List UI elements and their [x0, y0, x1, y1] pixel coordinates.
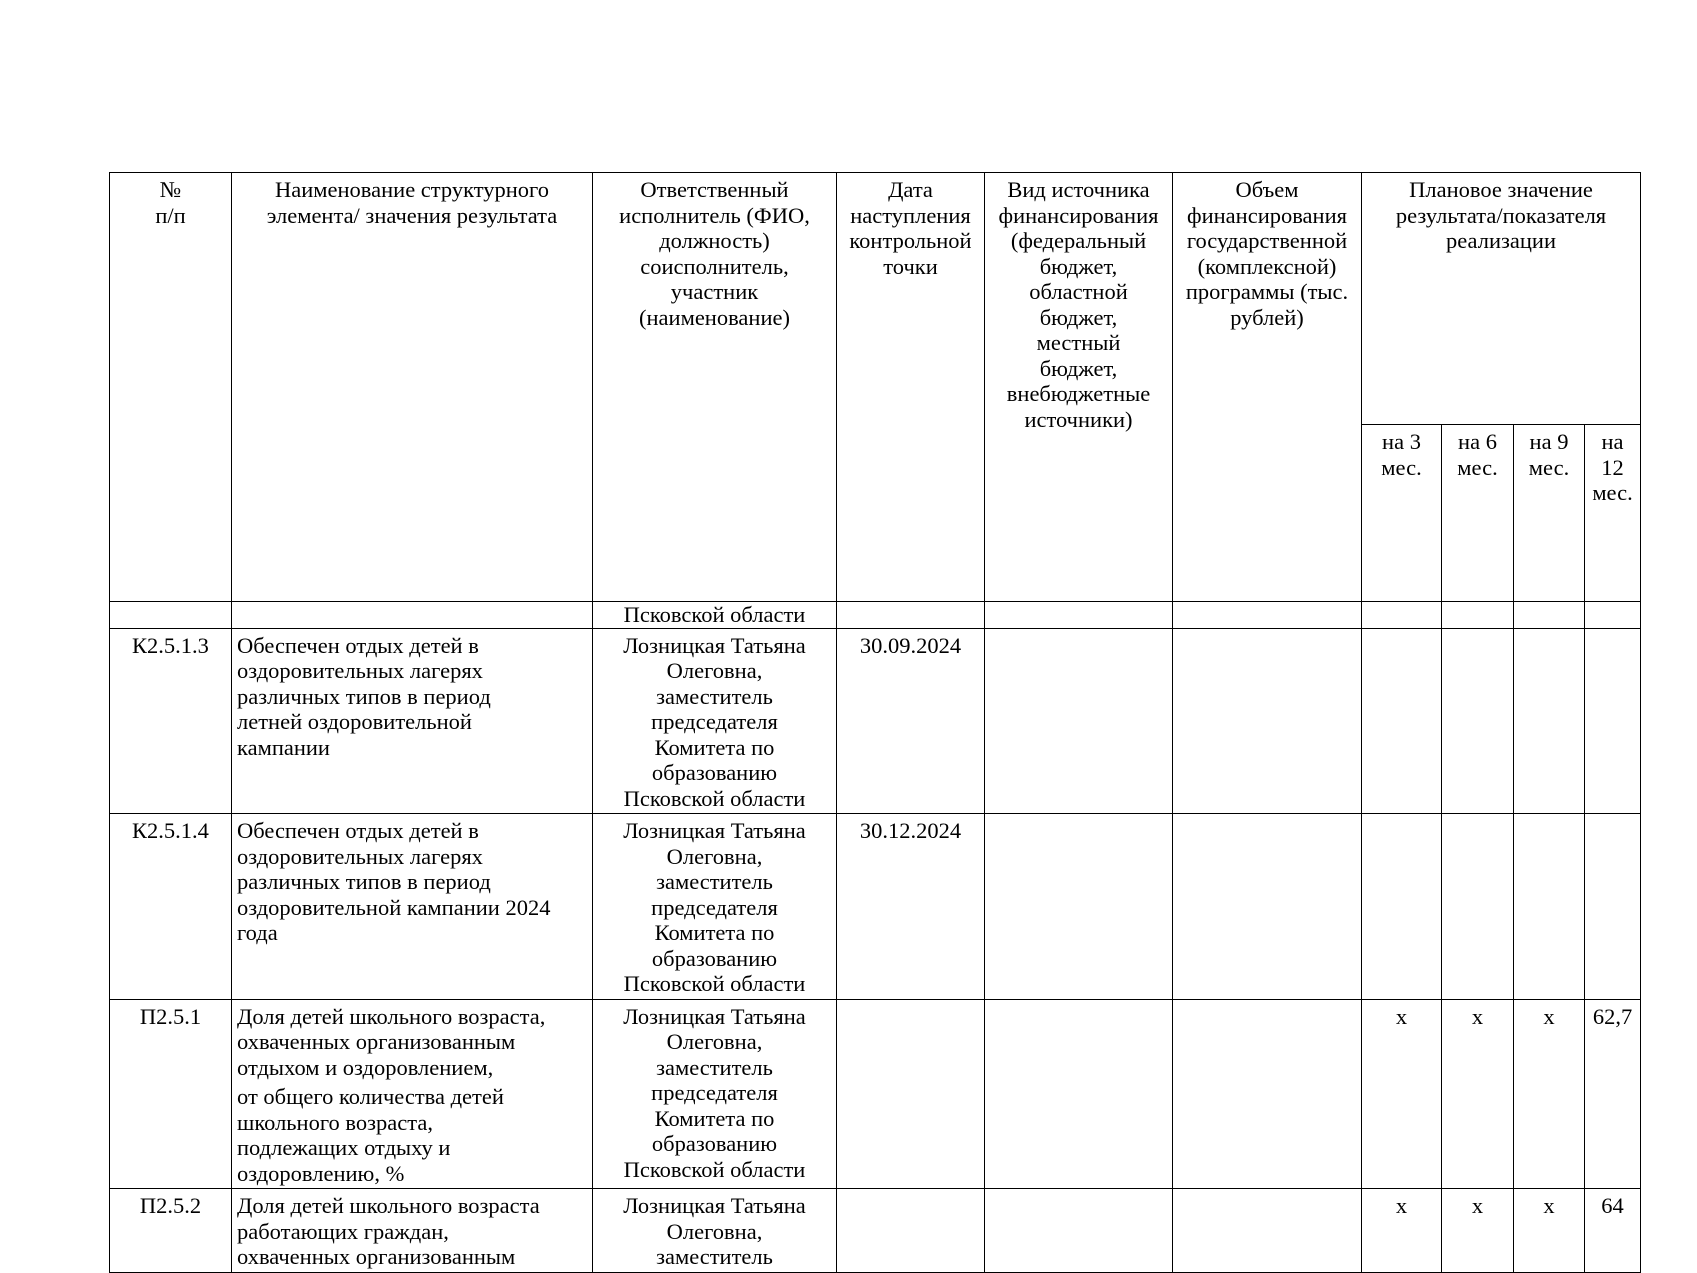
- cell-m3: [1362, 814, 1442, 1000]
- cell-source: [985, 1189, 1173, 1273]
- header-element-name: Наименование структурного элемента/ значения результата: [232, 173, 593, 602]
- cell-m9: х: [1514, 1189, 1585, 1273]
- table-row-continuation: [110, 602, 1641, 629]
- cell-name: [232, 602, 593, 629]
- cell-name: Обеспечен отдых детей в оздоровительных лагерях различных типов в период оздоровительной кампании 2024 года: [232, 814, 593, 1000]
- cell-number: К2.5.1.3: [110, 628, 232, 814]
- cell-name: Доля детей школьного возраста работающих граждан, охваченных организованным: [232, 1189, 593, 1273]
- table-row: [110, 999, 1641, 1189]
- cell-m9: [1514, 814, 1585, 1000]
- header-month-9: на 9 мес.: [1514, 425, 1585, 602]
- table-row: [110, 628, 1641, 814]
- cell-date: [837, 1189, 985, 1273]
- cell-source: [985, 999, 1173, 1189]
- cell-volume: [1173, 814, 1362, 1000]
- table-row: [110, 814, 1641, 1000]
- cell-m12: [1585, 814, 1641, 1000]
- cell-m3: х: [1362, 1189, 1442, 1273]
- cell-m12: [1585, 602, 1641, 629]
- header-row: [110, 173, 1641, 425]
- cell-responsible: Лозницкая Татьяна Олеговна, заместитель председателя Комитета по образованию Псковской области: [593, 814, 837, 1000]
- cell-date: 30.09.2024: [837, 628, 985, 814]
- cell-source: [985, 602, 1173, 629]
- cell-m6: х: [1442, 1189, 1514, 1273]
- cell-source: [985, 628, 1173, 814]
- cell-responsible: Псковской области: [593, 602, 837, 629]
- header-month-3: на 3 мес.: [1362, 425, 1442, 602]
- cell-m3: [1362, 628, 1442, 814]
- cell-m6: х: [1442, 999, 1514, 1189]
- header-funding-source: Вид источника финансирования (федеральный бюджет, областной бюджет, местный бюджет, внебюджетные источники): [985, 173, 1173, 602]
- cell-m9: [1514, 602, 1585, 629]
- cell-m9: [1514, 628, 1585, 814]
- cell-m6: [1442, 628, 1514, 814]
- cell-number: [110, 602, 232, 629]
- cell-responsible: Лозницкая Татьяна Олеговна, заместитель председателя Комитета по образованию Псковской области: [593, 628, 837, 814]
- cell-m6: [1442, 814, 1514, 1000]
- cell-volume: [1173, 602, 1362, 629]
- cell-date: [837, 999, 985, 1189]
- cell-number: П2.5.1: [110, 999, 232, 1189]
- cell-volume: [1173, 999, 1362, 1189]
- header-month-6: на 6 мес.: [1442, 425, 1514, 602]
- header-responsible: Ответственный исполнитель (ФИО, должность) соисполнитель, участник (наименование): [593, 173, 837, 602]
- cell-number: К2.5.1.4: [110, 814, 232, 1000]
- table-row: [110, 1189, 1641, 1273]
- cell-responsible: Лозницкая Татьяна Олеговна, заместитель председателя Комитета по образованию Псковской области: [593, 999, 837, 1189]
- header-month-12: на 12 мес.: [1585, 425, 1641, 602]
- cell-name: Обеспечен отдых детей в оздоровительных лагерях различных типов в период летней оздоровительной кампании: [232, 628, 593, 814]
- cell-volume: [1173, 1189, 1362, 1273]
- results-table: [109, 172, 1641, 1273]
- cell-m12: 64: [1585, 1189, 1641, 1273]
- cell-date: [837, 602, 985, 629]
- cell-m9: х: [1514, 999, 1585, 1189]
- cell-date: 30.12.2024: [837, 814, 985, 1000]
- cell-volume: [1173, 628, 1362, 814]
- cell-m12: 62,7: [1585, 999, 1641, 1189]
- cell-m6: [1442, 602, 1514, 629]
- header-funding-volume: Объем финансирования государственной (комплексной) программы (тыс. рублей): [1173, 173, 1362, 602]
- cell-name: Доля детей школьного возраста, охваченных организованным отдыхом и оздоровлением, от общего количества детей школьного возраста, подлежащих отдыху и оздоровлению, %: [232, 999, 593, 1189]
- cell-m3: [1362, 602, 1442, 629]
- header-number: № п/п: [110, 173, 232, 602]
- cell-responsible: Лозницкая Татьяна Олеговна, заместитель: [593, 1189, 837, 1273]
- cell-m12: [1585, 628, 1641, 814]
- header-planned-value: Плановое значение результата/показателя реализации: [1362, 173, 1641, 425]
- cell-number: П2.5.2: [110, 1189, 232, 1273]
- header-checkpoint-date: Дата наступления контрольной точки: [837, 173, 985, 602]
- cell-m3: х: [1362, 999, 1442, 1189]
- cell-source: [985, 814, 1173, 1000]
